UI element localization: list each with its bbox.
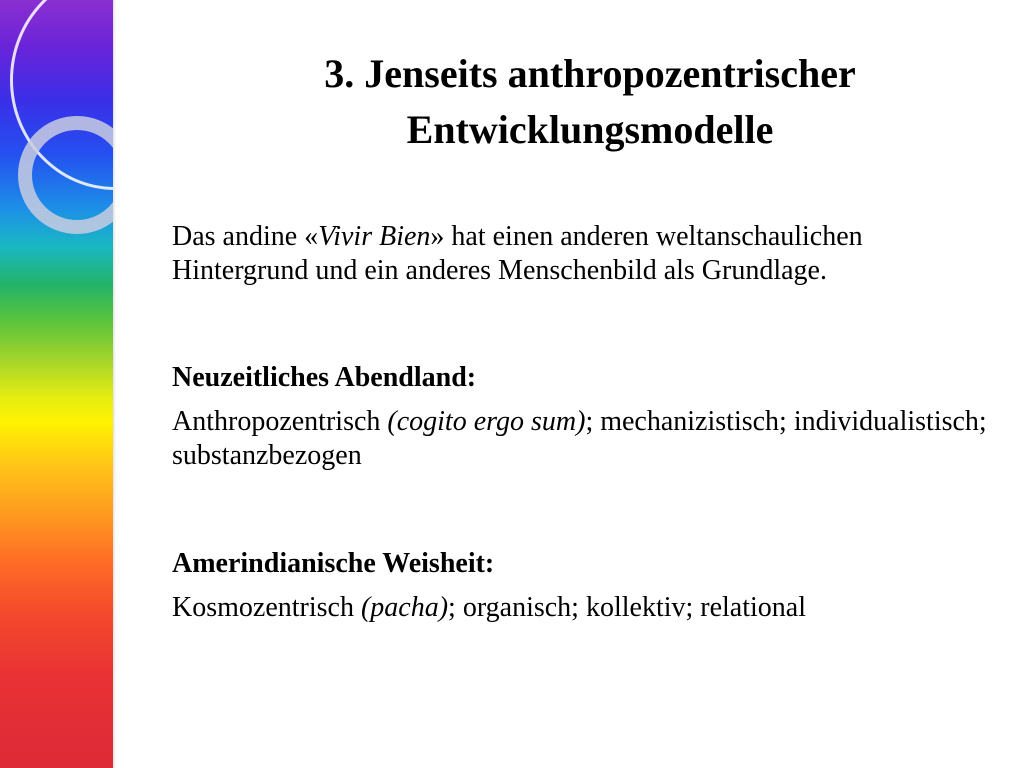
section-text-western — [172, 405, 992, 473]
intro-paragraph — [172, 220, 992, 288]
rainbow-sidebar — [0, 0, 113, 768]
title-line-2: Entwicklungsmodelle — [406, 107, 774, 152]
slide-body — [172, 220, 992, 625]
intro-italic-term: Vivir Bien — [318, 221, 431, 252]
amerindian-text-end: ; organisch; kollektiv; relational — [448, 592, 807, 623]
section-text-amerindian — [172, 591, 992, 625]
western-text-start: Anthropozentrisch — [172, 406, 388, 437]
title-line-1: 3. Jenseits anthropozentrischer — [324, 51, 856, 96]
section-heading-amerindian: Amerindianische Weisheit: — [172, 548, 495, 579]
section-heading-western: Neuzeitliches Abendland: — [172, 362, 477, 393]
western-text-end: ; mechanizistisch; individualistisch; substanzbezogen — [172, 406, 987, 471]
western-italic-term: (cogito ergo sum) — [387, 406, 586, 437]
slide-title — [240, 46, 940, 158]
intro-text-start: Das andine « — [172, 221, 319, 252]
amerindian-italic-term: (pacha) — [360, 592, 449, 623]
sidebar-shadow — [113, 0, 116, 768]
amerindian-text-start: Kosmozentrisch — [172, 592, 361, 623]
intro-text-end: » hat einen anderen weltanschaulichen Hintergrund und ein anderes Menschenbild als Grundlage. — [172, 221, 863, 286]
